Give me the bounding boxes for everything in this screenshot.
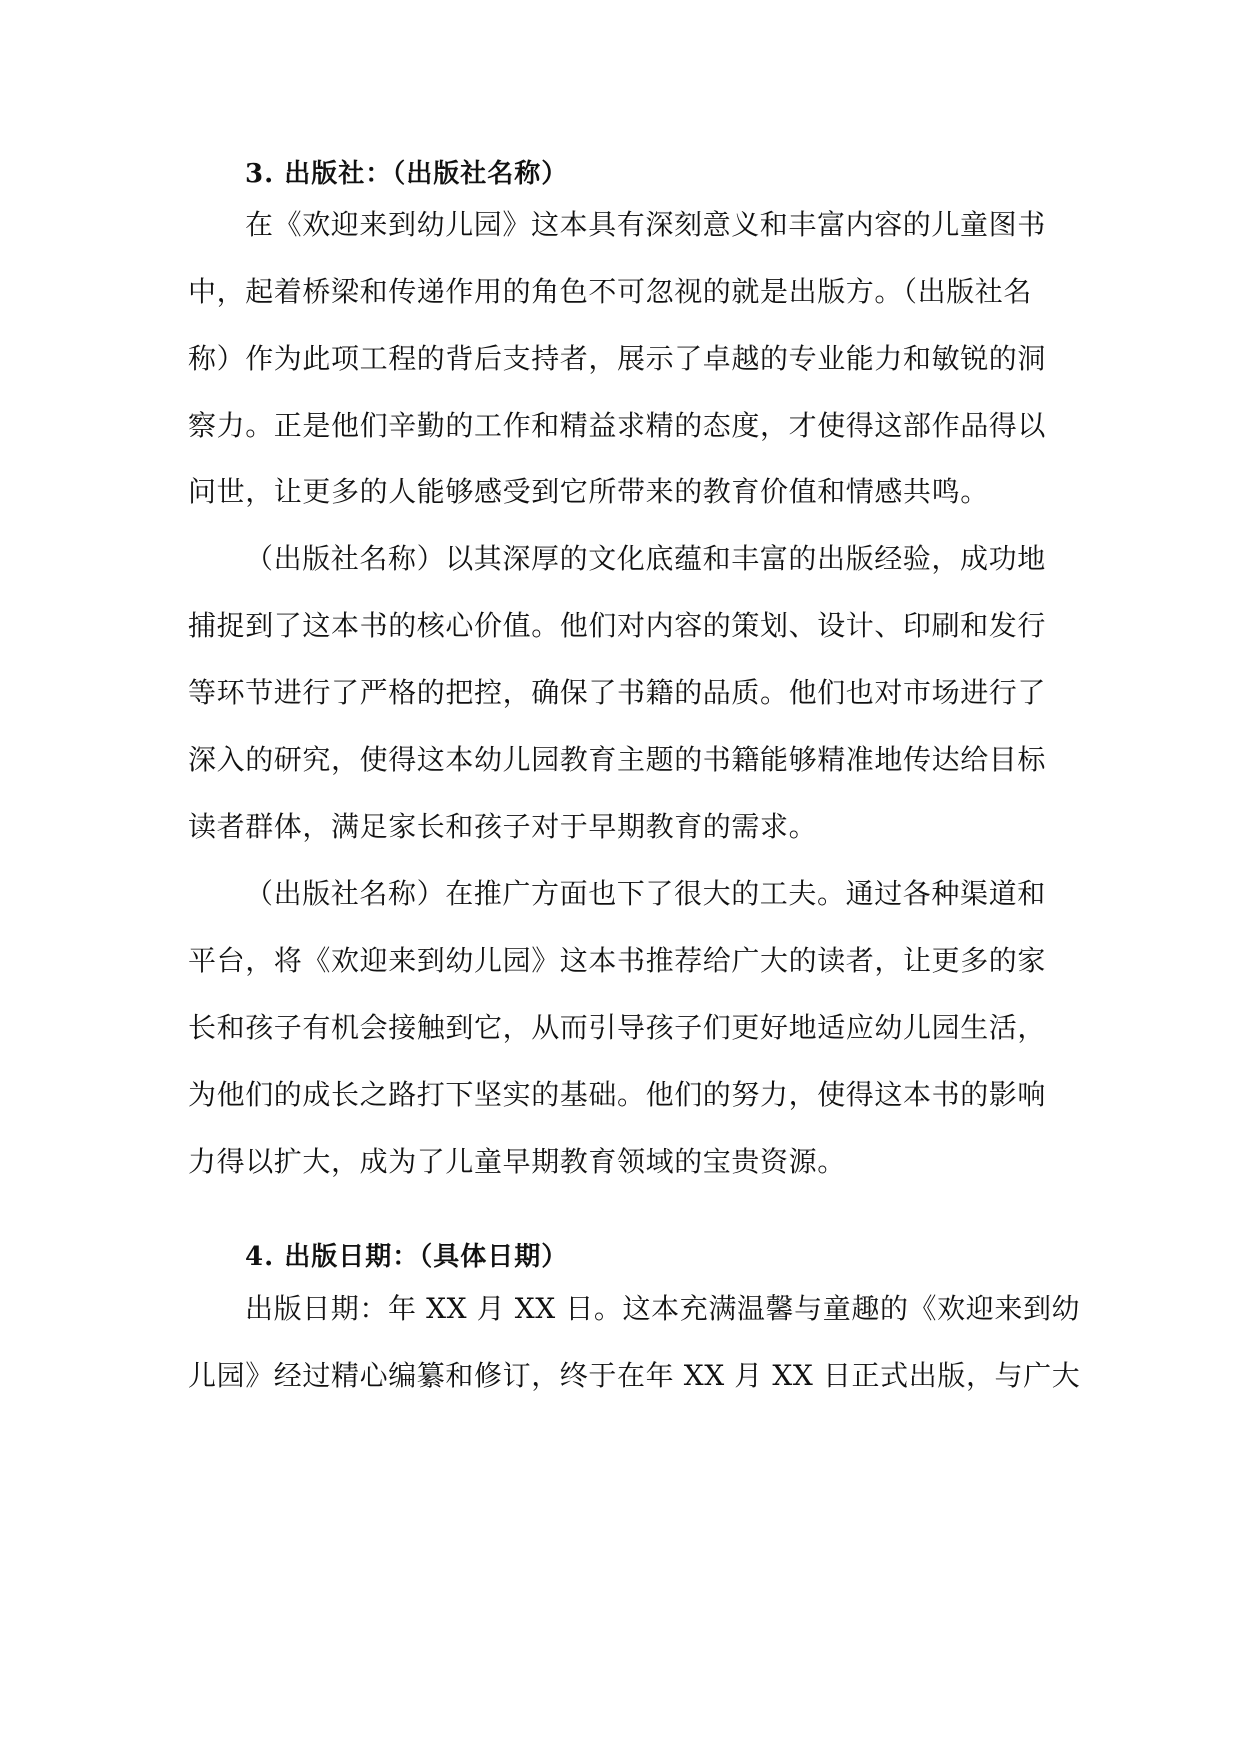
s3-p3-line-2: 平台，将《欢迎来到幼儿园》这本书推荐给广大的读者，让更多的家: [188, 944, 1047, 977]
s3-p2-line-2: 捕捉到了这本书的核心价值。他们对内容的策划、设计、印刷和发行: [188, 609, 1047, 642]
s4-p1-line-1: 出版日期：年 XX 月 XX 日。这本充满温馨与童趣的《欢迎来到幼: [245, 1292, 1081, 1325]
s3-p1-line-5: 问世，让更多的人能够感受到它所带来的教育价值和情感共鸣。: [188, 475, 989, 508]
s3-p2-line-3: 等环节进行了严格的把控，确保了书籍的品质。他们也对市场进行了: [188, 676, 1047, 709]
section-3-heading: 3. 出版社：（出版社名称）: [245, 159, 569, 189]
s3-p2-line-5: 读者群体，满足家长和孩子对于早期教育的需求。: [188, 810, 818, 843]
s3-p3-line-5: 力得以扩大，成为了儿童早期教育领域的宝贵资源。: [188, 1145, 846, 1178]
section-4-heading: 4. 出版日期：（具体日期）: [245, 1242, 569, 1272]
s4-p1-line-2: 儿园》经过精心编纂和修订，终于在年 XX 月 XX 日正式出版，与广大: [188, 1359, 1081, 1392]
s3-p1-line-3: 称）作为此项工程的背后支持者，展示了卓越的专业能力和敏锐的洞: [188, 342, 1047, 375]
s3-p3-line-4: 为他们的成长之路打下坚实的基础。他们的努力，使得这本书的影响: [188, 1078, 1047, 1111]
s3-p1-line-2: 中，起着桥梁和传递作用的角色不可忽视的就是出版方。（出版社名: [188, 275, 1033, 308]
s3-p3-line-1: （出版社名称）在推广方面也下了很大的工夫。通过各种渠道和: [245, 877, 1046, 910]
s3-p2-line-1: （出版社名称）以其深厚的文化底蕴和丰富的出版经验，成功地: [245, 542, 1046, 575]
s3-p1-line-1: 在《欢迎来到幼儿园》这本具有深刻意义和丰富内容的儿童图书: [245, 208, 1046, 241]
s3-p1-line-4: 察力。正是他们辛勤的工作和精益求精的态度，才使得这部作品得以: [188, 409, 1047, 442]
s3-p3-line-3: 长和孩子有机会接触到它，从而引导孩子们更好地适应幼儿园生活，: [188, 1011, 1047, 1044]
s3-p2-line-4: 深入的研究，使得这本幼儿园教育主题的书籍能够精准地传达给目标: [188, 743, 1047, 776]
